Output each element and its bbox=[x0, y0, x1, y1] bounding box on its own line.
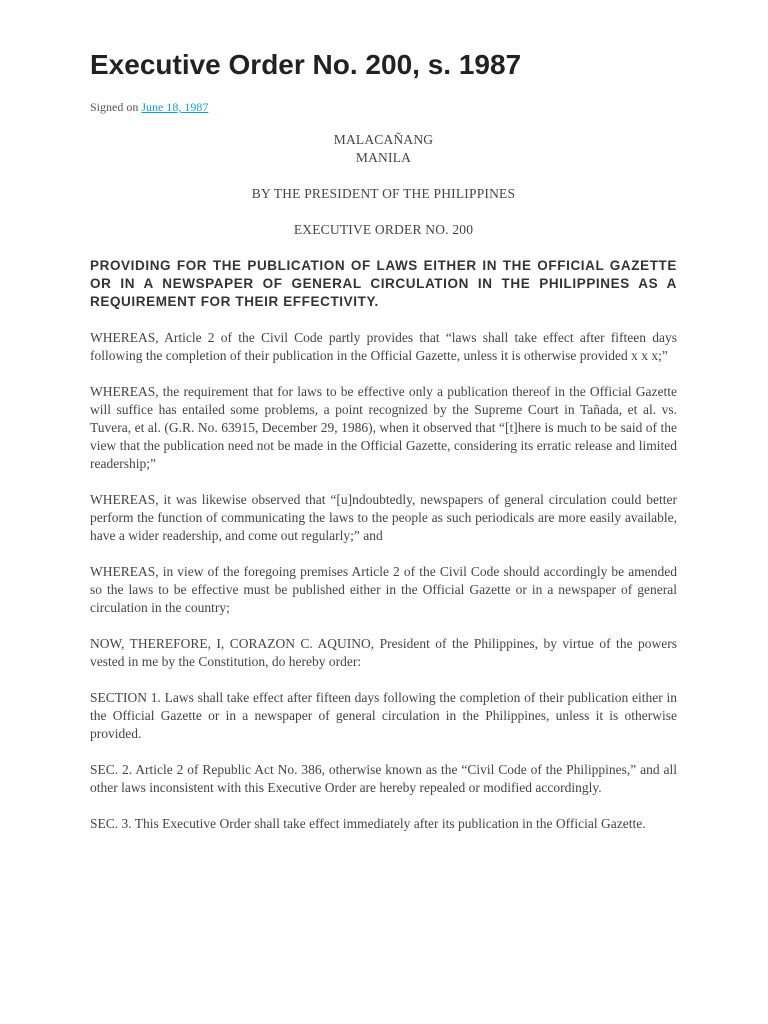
paragraph-section-2: SEC. 2. Article 2 of Republic Act No. 386, otherwise known as the “Civil Code of the Philippines,” and all other laws inconsistent with this Executive Order are hereby repealed or modified accordingly. bbox=[90, 762, 677, 795]
paragraph-now-therefore: NOW, THEREFORE, I, CORAZON C. AQUINO, President of the Philippines, by virtue of the powers vested in me by the Constitution, do hereby order: bbox=[90, 636, 677, 669]
paragraph-whereas-2: WHEREAS, the requirement that for laws to be effective only a publication thereof in the Official Gazette will suffice has entailed some problems, a point recognized by the Supreme Court in Tañada, et al. vs. Tuvera, et al. (G.R. No. 63915, December 29, 1986), when it observed that “[t]here is much to be said of the view that the publication need not be made in the Official Gazette, considering its erratic release and limited readership;” bbox=[90, 384, 677, 471]
signed-prefix: Signed on bbox=[90, 100, 142, 114]
signed-line bbox=[90, 99, 208, 115]
paragraph-whereas-1: WHEREAS, Article 2 of the Civil Code partly provides that “laws shall take effect after fifteen days following the completion of their publication in the Official Gazette, unless it is otherwise provided x x x;” bbox=[90, 330, 677, 363]
signed-date-link[interactable]: June 18, 1987 bbox=[141, 100, 209, 114]
paragraph-section-1: SECTION 1. Laws shall take effect after fifteen days following the completion of their publication either in the Official Gazette or in a newspaper of general circulation in the Philippines, unless it is otherwise provided. bbox=[90, 690, 677, 741]
header-manila: MANILA bbox=[355, 150, 412, 165]
document-body bbox=[90, 131, 677, 851]
paragraph-whereas-3: WHEREAS, it was likewise observed that “[u]ndoubtedly, newspapers of general circulation could better perform the function of communicating the laws to the people as such periodicals are more easily available, have a wider readership, and come out regularly;” and bbox=[90, 492, 677, 543]
order-heading: PROVIDING FOR THE PUBLICATION OF LAWS EITHER IN THE OFFICIAL GAZETTE OR IN A NEWSPAPER OF GENERAL CIRCULATION IN THE PHILIPPINES AS A REQUIREMENT FOR THEIR EFFECTIVITY. bbox=[90, 258, 677, 309]
page-title: Executive Order No. 200, s. 1987 bbox=[90, 49, 522, 80]
paragraph-section-3: SEC. 3. This Executive Order shall take effect immediately after its publication in the Official Gazette. bbox=[90, 816, 646, 831]
paragraph-whereas-4: WHEREAS, in view of the foregoing premises Article 2 of the Civil Code should accordingly be amended so the laws to be effective must be published either in the Official Gazette or in a newspaper of general circulation in the country; bbox=[90, 564, 677, 615]
order-number: EXECUTIVE ORDER NO. 200 bbox=[293, 222, 474, 237]
by-president-line: BY THE PRESIDENT OF THE PHILIPPINES bbox=[251, 186, 516, 201]
header-malacanang: MALACAÑANG bbox=[333, 132, 434, 147]
